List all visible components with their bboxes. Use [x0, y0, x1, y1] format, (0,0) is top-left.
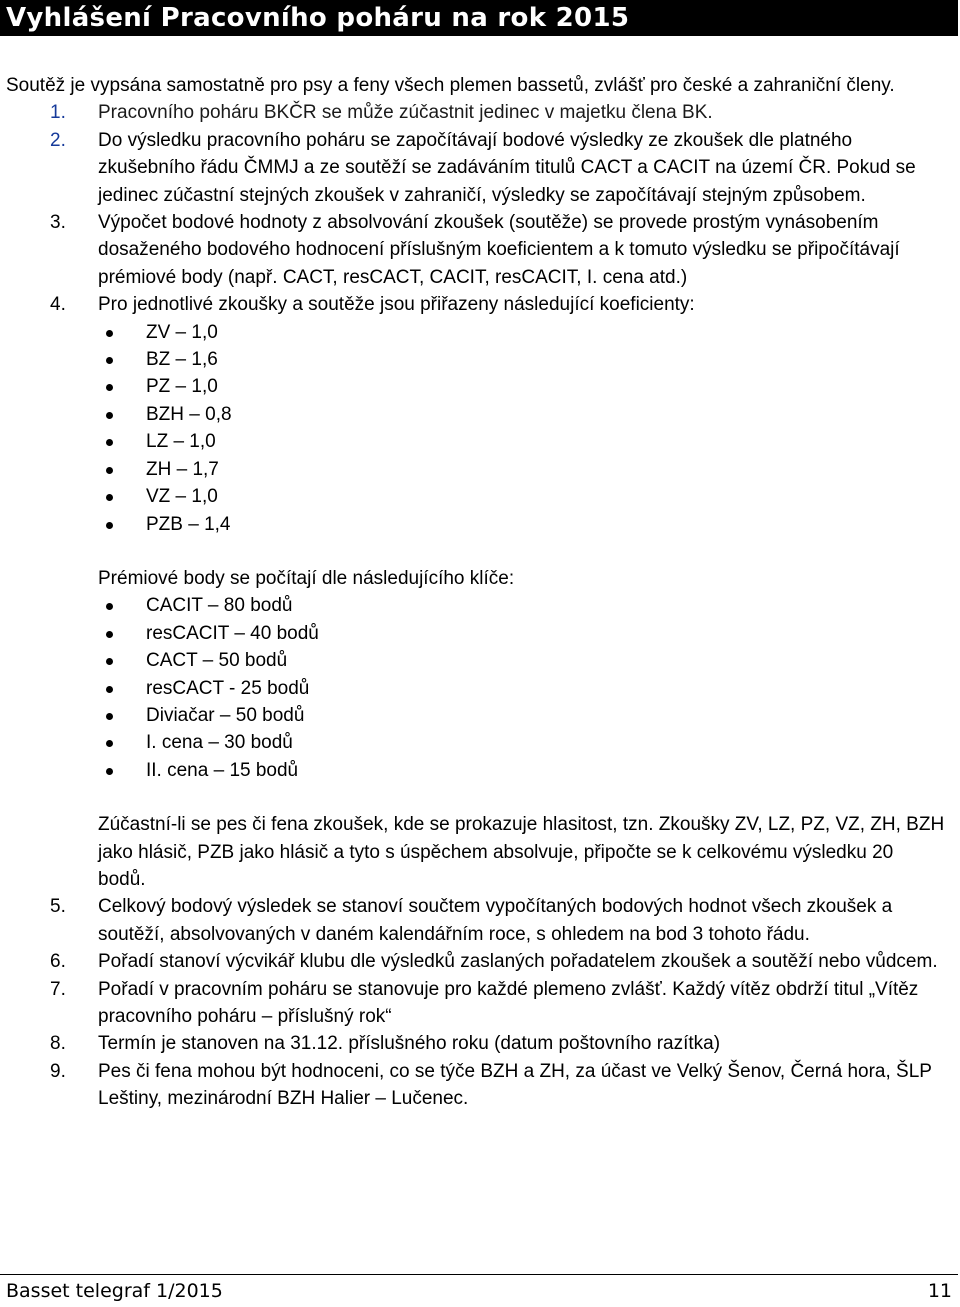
rule-text: Celkový bodový výsledek se stanoví součtem vypočítaných bodových hodnot všech zkoušek a soutěží, absolvovaných v daném kalendářním roce, s ohledem na bod 3 tohoto řádu.: [98, 896, 893, 945]
bullet-icon: [106, 768, 113, 775]
rule-text: Do výsledku pracovního poháru se započítávají bodové výsledky ze zkoušek dle platného zkušebního řádu ČMMJ a ze soutěží se zadáváním titulů CACT a CACIT na území ČR. Pokud se jedinec zúčastní stejných zkoušek v zahraničí, výsledky se započítávají stejným způsobem.: [98, 129, 916, 206]
list-item: VZ – 1,0: [98, 483, 946, 510]
list-item: Diviačar – 50 bodů: [98, 702, 946, 729]
list-item: resCACIT – 40 bodů: [98, 620, 946, 647]
rule-text: Pořadí stanoví výcvikář klubu dle výsledků zaslaných pořadatelem zkoušek a soutěží nebo vůdcem.: [98, 951, 938, 973]
rule-text: Výpočet bodové hodnoty z absolvování zkoušek (soutěže) se provede prostým vynásobením dosaženého bodového hodnocení příslušným koeficientem a k tomuto výsledku se připočítávají prémiové body (např. CACT, resCACT, CACIT, resCACIT, I. cena atd.): [98, 212, 900, 288]
rule-text: Termín je stanoven na 31.12. příslušného roku (datum poštovního razítka): [98, 1033, 721, 1055]
rule-item-6: [6, 948, 946, 975]
loudness-note: Zúčastní-li se pes či fena zkoušek, kde se prokazuje hlasitost, tzn. Zkoušky ZV, LZ, PZ, VZ, ZH, BZH jako hlásič, PZB jako hlásič a tyto s úspěchem absolvuje, připočte se k celkovému výsledku 20 bodů.: [98, 814, 945, 890]
rule-text: Pracovního poháru BKČR se může zúčastnit jedinec v majetku člena BK.: [98, 102, 713, 124]
rule-item-8: [6, 1030, 946, 1057]
rule-number: 8.: [50, 1033, 66, 1055]
bullet-icon: [106, 658, 113, 665]
bullet-icon: [106, 384, 113, 391]
bullet-icon: [106, 603, 113, 610]
bullet-icon: [106, 522, 113, 529]
bullet-icon: [106, 494, 113, 501]
list-item: ZV – 1,0: [98, 319, 946, 346]
list-item: CACIT – 80 bodů: [98, 592, 946, 619]
list-item: BZH – 0,8: [98, 401, 946, 428]
rule-number: 5.: [50, 896, 66, 918]
list-item: II. cena – 15 bodů: [98, 757, 946, 784]
rule-number: 7.: [50, 978, 66, 1000]
bullet-icon: [106, 412, 113, 419]
rule-text: Pes či fena mohou být hodnoceni, co se týče BZH a ZH, za účast ve Velký Šenov, Černá hora, ŠLP Leštiny, mezinárodní BZH Halier – Lučenec.: [98, 1060, 932, 1110]
rule-number: 9.: [50, 1060, 66, 1082]
list-item: LZ – 1,0: [98, 428, 946, 455]
page-title: Vyhlášení Pracovního poháru na rok 2015: [0, 0, 958, 36]
rule-item-3: [6, 209, 946, 291]
page-number: 11: [927, 1280, 952, 1302]
publication-name: Basset telegraf 1/2015: [6, 1280, 223, 1302]
list-item: ZH – 1,7: [98, 456, 946, 483]
rules-list: [6, 99, 946, 1112]
premium-list: [98, 592, 946, 784]
rule-item-2: [6, 127, 946, 209]
rule-text: Pořadí v pracovním poháru se stanovuje pro každé plemeno zvlášť. Každý vítěz obdrží titul „Vítěz pracovního poháru – příslušný rok“: [98, 978, 919, 1027]
bullet-icon: [106, 740, 113, 747]
list-item: I. cena – 30 bodů: [98, 729, 946, 756]
list-item: PZ – 1,0: [98, 373, 946, 400]
rule-text: Pro jednotlivé zkoušky a soutěže jsou přiřazeny následující koeficienty:: [98, 294, 695, 316]
document-body: [6, 72, 946, 1113]
rule-number: 2.: [50, 129, 66, 151]
list-item: CACT – 50 bodů: [98, 647, 946, 674]
rule-item-1: [6, 99, 946, 126]
bullet-icon: [106, 631, 113, 638]
intro-paragraph: Soutěž je vypsána samostatně pro psy a feny všech plemen bassetů, zvlášť pro české a zahraniční členy.: [6, 75, 895, 96]
rule-number: 6.: [50, 951, 66, 973]
bullet-icon: [106, 713, 113, 720]
list-item: PZB – 1,4: [98, 511, 946, 538]
rule-number: 3.: [50, 212, 66, 234]
premium-heading: Prémiové body se počítají dle následujícího klíče:: [98, 567, 515, 589]
rule-item-9: [6, 1058, 946, 1113]
bullet-icon: [106, 357, 113, 364]
rule-item-5: [6, 893, 946, 948]
rule-item-4: [6, 291, 946, 893]
list-item: resCACT - 25 bodů: [98, 675, 946, 702]
rule-number: 4.: [50, 294, 66, 316]
bullet-icon: [106, 467, 113, 474]
rule-item-7: [6, 976, 946, 1031]
coefficient-list: [98, 319, 946, 538]
list-item: BZ – 1,6: [98, 346, 946, 373]
page-footer: [0, 1274, 958, 1307]
bullet-icon: [106, 439, 113, 446]
bullet-icon: [106, 686, 113, 693]
bullet-icon: [106, 330, 113, 337]
rule-number: 1.: [50, 102, 66, 124]
